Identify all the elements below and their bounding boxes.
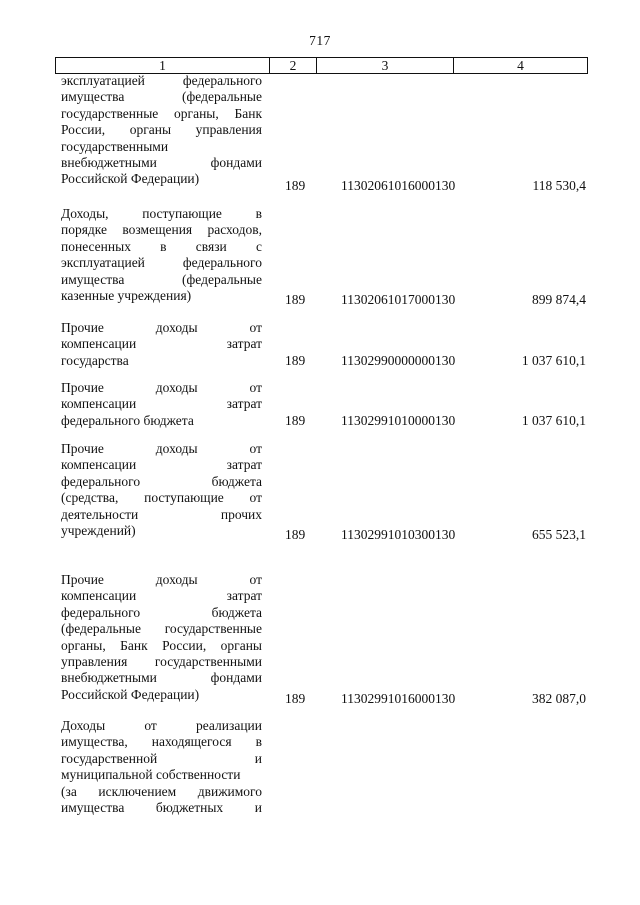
row-description: [61, 206, 262, 304]
description-line: эксплуатацией федерального: [61, 73, 262, 88]
description-line: (за исключением движимого: [61, 783, 262, 799]
description-line: компенсации затрат: [61, 588, 262, 604]
description-line: Прочие доходы от: [61, 572, 262, 587]
row-admin-code: 189: [285, 413, 306, 428]
row-kbk-code: 11302991010300130: [341, 527, 456, 542]
description-line: эксплуатацией федерального: [61, 255, 262, 271]
description-line: имущества (федеральные: [61, 89, 262, 105]
description-line: внебюджетными фондами: [61, 155, 262, 171]
description-line: государственные органы, Банк: [61, 105, 262, 121]
row-kbk-code: 11302990000000130: [341, 353, 456, 368]
description-line: казенные учреждения): [61, 288, 192, 304]
description-line: (средства, поступающие от: [61, 490, 262, 506]
description-line: учреждений): [61, 523, 136, 539]
description-line: государственными: [61, 138, 169, 154]
header-col-1: 1: [56, 58, 270, 73]
row-amount: 1 037 610,1: [521, 413, 586, 428]
row-amount: 655 523,1: [532, 527, 586, 542]
description-line: федерального бюджета: [61, 473, 262, 489]
row-kbk-code: 11302991016000130: [341, 691, 456, 706]
row-description: [61, 572, 262, 703]
description-line: федерального бюджета: [61, 604, 262, 620]
description-line: федерального бюджета: [61, 412, 194, 428]
description-line: Российской Федерации): [61, 686, 200, 702]
description-line: Прочие доходы от: [61, 441, 262, 456]
description-line: деятельности прочих: [61, 506, 262, 522]
row-description: [61, 441, 262, 539]
row-description: [61, 320, 262, 369]
row-kbk-code: 11302991010000130: [341, 413, 456, 428]
description-line: государственной и: [61, 750, 262, 766]
row-admin-code: 189: [285, 292, 306, 307]
description-line: Доходы от реализации: [61, 718, 262, 733]
row-amount: 118 530,4: [532, 178, 586, 193]
page-number: 717: [309, 33, 331, 48]
row-amount: 382 087,0: [532, 691, 586, 706]
description-line: компенсации затрат: [61, 396, 262, 412]
header-col-2: 2: [270, 58, 317, 73]
description-line: Прочие доходы от: [61, 320, 262, 335]
header-col-3: 3: [317, 58, 454, 73]
header-col-4: 4: [517, 58, 524, 73]
description-line: Российской Федерации): [61, 171, 200, 187]
description-line: (федеральные государственные: [61, 621, 262, 637]
description-line: Прочие доходы от: [61, 380, 262, 395]
row-amount: 899 874,4: [532, 292, 586, 307]
description-line: порядке возмещения расходов,: [61, 222, 262, 238]
description-line: внебюджетными фондами: [61, 670, 262, 686]
row-admin-code: 189: [285, 353, 306, 368]
description-line: имущества (федеральные: [61, 271, 262, 287]
description-line: управления государственными: [61, 654, 262, 670]
row-kbk-code: 11302061016000130: [341, 178, 456, 193]
row-description: [61, 718, 262, 816]
description-line: имущества, находящегося в: [61, 734, 262, 750]
row-description: [61, 73, 262, 188]
row-admin-code: 189: [285, 691, 306, 706]
description-line: компенсации затрат: [61, 457, 262, 473]
description-line: органы, Банк России, органы: [61, 637, 262, 653]
row-amount: 1 037 610,1: [521, 353, 586, 368]
description-line: имущества бюджетных и: [61, 800, 262, 816]
row-admin-code: 189: [285, 178, 306, 193]
description-line: государства: [61, 352, 129, 368]
row-admin-code: 189: [285, 527, 306, 542]
row-description: [61, 380, 262, 429]
description-line: России, органы управления: [61, 122, 262, 138]
description-line: Доходы, поступающие в: [61, 206, 262, 221]
table-header: [55, 57, 588, 74]
description-line: компенсации затрат: [61, 336, 262, 352]
row-kbk-code: 11302061017000130: [341, 292, 456, 307]
description-line: понесенных в связи с: [61, 238, 262, 254]
description-line: муниципальной собственности: [61, 767, 241, 783]
